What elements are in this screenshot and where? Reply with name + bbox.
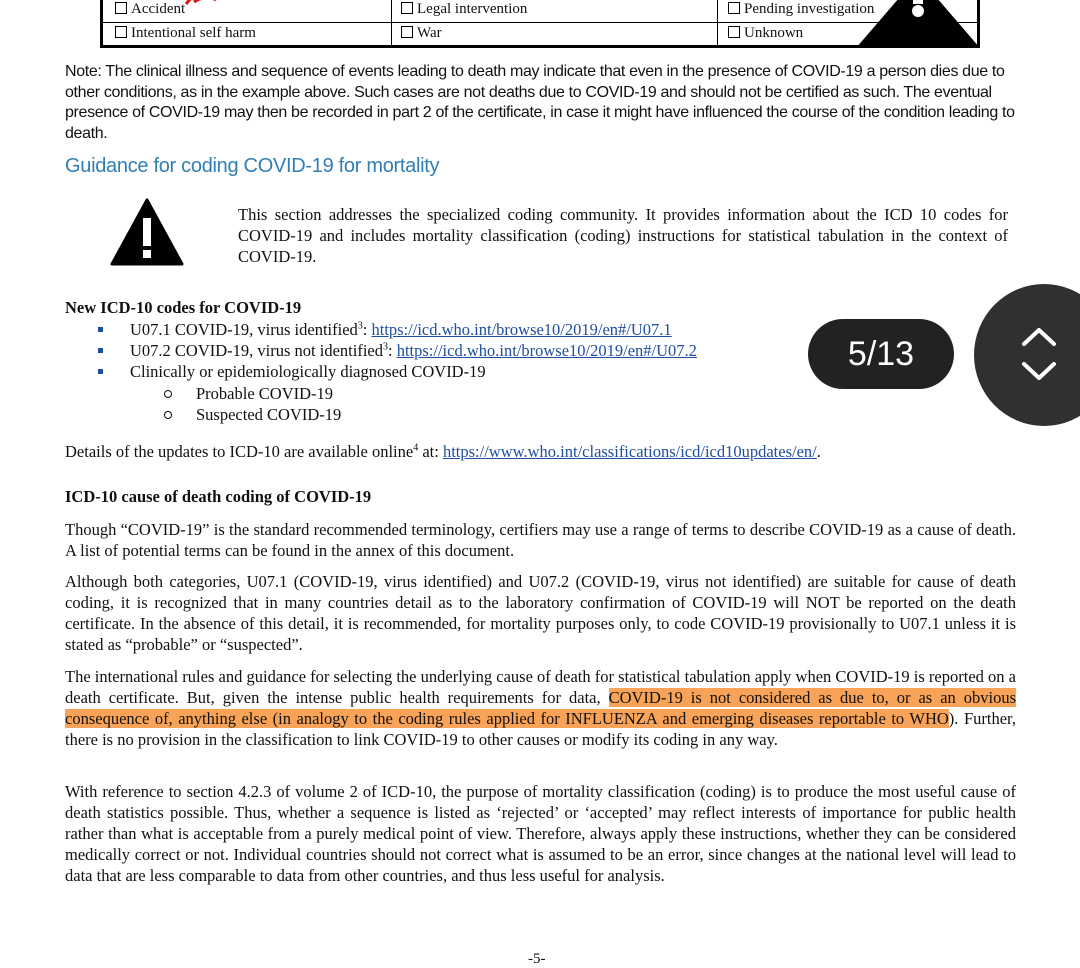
table-divider [391, 22, 392, 46]
bullet-icon [98, 327, 103, 332]
table-row [103, 0, 977, 23]
paragraph: Although both categories, U07.1 (COVID-19, virus identified) and U07.2 (COVID-19, virus not identified) are suitable for cause of death coding, it is recognized that in many countries detail as to the laboratory confirmation of COVID-19 will NOT be reported on the death certificate. In the absence of this detail, it is recommended, for mortality purposes only, to code COVID-19 provisionally to U07.1 unless it is stated as “probable” or “suspected”. [65, 572, 1016, 654]
section-title: Guidance for coding COVID-19 for mortality [65, 155, 440, 177]
section-intro: This section addresses the specialized coding community. It provides information about the ICD 10 codes for COVID-19 and includes mortality classification (coding) instructions for statistical tabulation in the context of COVID-19. [238, 205, 1008, 266]
checkbox-icon [115, 26, 127, 38]
manner-of-death-table [100, 0, 980, 48]
paragraph: Though “COVID-19” is the standard recommended terminology, certifiers may use a range of terms to describe COVID-19 as a cause of death. A list of potential terms can be found in the annex of this document. [65, 520, 1016, 560]
checkbox-icon [115, 2, 127, 14]
table-cell: Pending investigation [728, 1, 874, 18]
highlighted-text: COVID-19 is not considered as due to, or as an obvious consequence of, anything else (in analogy to the coding rules applied for INFLUENZA and emerging diseases reportable to WHO [65, 688, 1016, 728]
checkbox-icon [728, 2, 740, 14]
paragraph: The international rules and guidance for selecting the underlying cause of death for statistical tabulation apply when COVID-19 is reported on a death certificate. But, given the intense public health requirements for data, COVID-19 is not considered as due to, or as an obvious consequence of, anything else (in analogy to the coding rules applied for INFLUENZA and emerging diseases reportable to WHO). Further, there is no provision in the classification to link COVID-19 to other causes or modify its coding in any way. [65, 667, 1016, 749]
codes-list [92, 319, 697, 425]
table-divider [717, 0, 718, 22]
checkbox-icon [401, 2, 413, 14]
table-cell: Intentional self harm [115, 25, 256, 42]
list-item: U07.1 COVID-19, virus identified$^3$: https://icd.who.int/browse10/2019/en#/U07.1 [92, 319, 697, 340]
list-item: Clinically or epidemiologically diagnosed COVID-19 [92, 361, 697, 382]
updates-link[interactable]: https://www.who.int/classifications/icd/icd10updates/en/ [442, 442, 817, 461]
bullet-icon [98, 348, 103, 353]
table-cell: War [401, 25, 442, 42]
code-link[interactable]: https://icd.who.int/browse10/2019/en#/U07.2 [396, 341, 697, 361]
paragraph: With reference to section 4.2.3 of volume 2 of ICD-10, the purpose of mortality classification (coding) is to produce the most useful cause of death statistics possible. Thus, whether a sequence is listed as ‘rejected’ or ‘accepted’ may reflect interests of importance for public health rather than what is acceptable from a purely medical point of view. Therefore, always apply these instructions, whether they can be considered medically correct or not. Individual countries should not correct what is assumed to be an error, since changes at the national level will lead to data that are less comparable to data from other countries, and thus less useful for analysis. [65, 782, 1016, 885]
bullet-icon [98, 369, 103, 374]
table-row [103, 22, 977, 46]
subsection-heading: New ICD-10 codes for COVID-19 [65, 298, 302, 317]
warning-triangle-icon [110, 198, 184, 266]
sub-list-item: Suspected COVID-19 [92, 404, 697, 425]
warning-triangle-icon [856, 0, 980, 48]
checkbox-icon [728, 26, 740, 38]
code-link[interactable]: https://icd.who.int/browse10/2019/en#/U07.1 [371, 320, 672, 339]
subsection-heading: ICD-10 cause of death coding of COVID-19 [65, 487, 372, 506]
sub-list-item: Probable COVID-19 [92, 383, 697, 404]
circle-bullet-icon [164, 411, 172, 419]
page-nav-control[interactable] [974, 284, 1080, 426]
page-indicator: 5/13 [808, 319, 954, 389]
note-paragraph: Note: The clinical illness and sequence of events leading to death may indicate that even in the presence of COVID-19 a person dies due to other conditions, as in the example above. Such cases are not deaths due to COVID-19 and should not be certified as such. The eventual presence of COVID-19 may then be recorded in part 2 of the certificate, in case it might have influenced the course of the condition leading to death. [65, 63, 1015, 142]
table-cell: Legal intervention [401, 1, 527, 18]
table-divider [717, 22, 718, 46]
chevron-down-icon[interactable] [1020, 360, 1058, 382]
list-item: U07.2 COVID-19, virus not identified$^3$: https://icd.who.int/browse10/2019/en#/U07.2 [92, 340, 697, 361]
red-ink-mark [182, 0, 220, 14]
checkbox-icon [401, 26, 413, 38]
chevron-up-icon[interactable] [1020, 326, 1058, 348]
details-line: Details of the updates to ICD-10 are available online$^4$ at: https://www.who.int/classifications/icd/icd10updates/en/. [65, 442, 821, 461]
table-cell: Unknown [728, 25, 803, 42]
page-footer-number: -5- [528, 951, 546, 967]
table-divider [391, 0, 392, 22]
circle-bullet-icon [164, 390, 172, 398]
table-cell: Accident [115, 1, 185, 18]
